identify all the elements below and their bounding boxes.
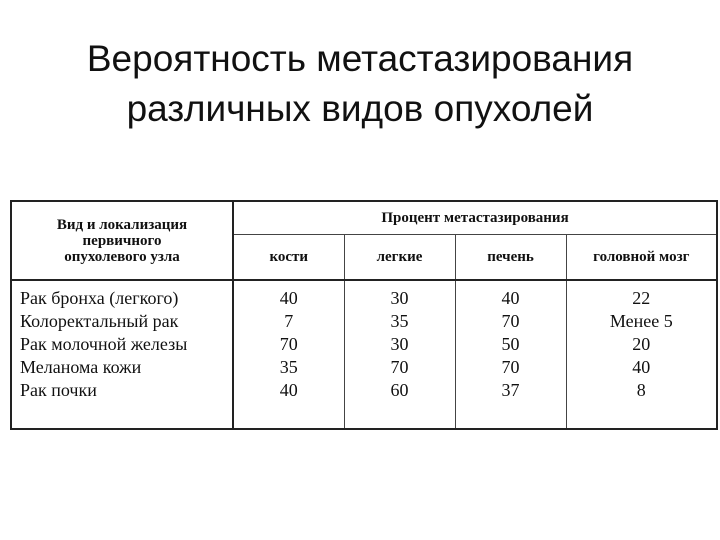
table-cell: 7: [284, 311, 294, 331]
row-label: Рак бронха (легкого): [20, 288, 179, 308]
table-cell: 70: [501, 311, 520, 331]
table-cell: 60: [390, 380, 409, 400]
corner-header-line: первичного: [82, 232, 162, 249]
row-label: Рак молочной железы: [20, 334, 188, 354]
row-label: Колоректальный рак: [20, 311, 179, 331]
corner-header-line: опухолевого узла: [64, 248, 180, 265]
table-cell: 22: [632, 288, 651, 308]
title-line-1: Вероятность метастазирования: [86, 38, 634, 79]
title-line-2: различных видов опухолей: [126, 88, 594, 129]
column-header-bones: кости: [233, 235, 344, 281]
lungs-column: [344, 280, 455, 429]
metastasis-table: [10, 200, 718, 430]
table-cell: 40: [279, 380, 298, 400]
table-cell: 35: [390, 311, 409, 331]
table-cell: 37: [501, 380, 520, 400]
table-cell: 50: [501, 334, 520, 354]
table-cell: 8: [636, 380, 646, 400]
bones-column: [233, 280, 344, 429]
row-label: Рак почки: [20, 380, 97, 400]
corner-header-line: Вид и локализация: [56, 216, 188, 233]
table-cell: 70: [501, 357, 520, 377]
table-cell: 70: [279, 334, 298, 354]
slide-title: [0, 34, 720, 134]
column-header-liver: печень: [455, 235, 566, 281]
row-label: Меланома кожи: [20, 357, 142, 377]
table-cell: 20: [632, 334, 651, 354]
brain-column: [566, 280, 717, 429]
table-cell: 30: [390, 334, 409, 354]
column-header-lungs: легкие: [344, 235, 455, 281]
table-cell: 40: [632, 357, 651, 377]
table-body-row: [11, 280, 717, 429]
table-cell: 30: [390, 288, 409, 308]
liver-column: [455, 280, 566, 429]
table-cell: 70: [390, 357, 409, 377]
table-header-row: [11, 201, 717, 235]
tumor-type-column: [11, 280, 233, 429]
table-cell: Менее 5: [609, 311, 673, 331]
table-cell: 35: [279, 357, 298, 377]
table-cell: 40: [501, 288, 520, 308]
table-cell: 40: [279, 288, 298, 308]
tumor-type-header: [11, 201, 233, 280]
metastasis-percent-header: Процент метастазирования: [233, 201, 717, 235]
column-header-brain: головной мозг: [566, 235, 717, 281]
